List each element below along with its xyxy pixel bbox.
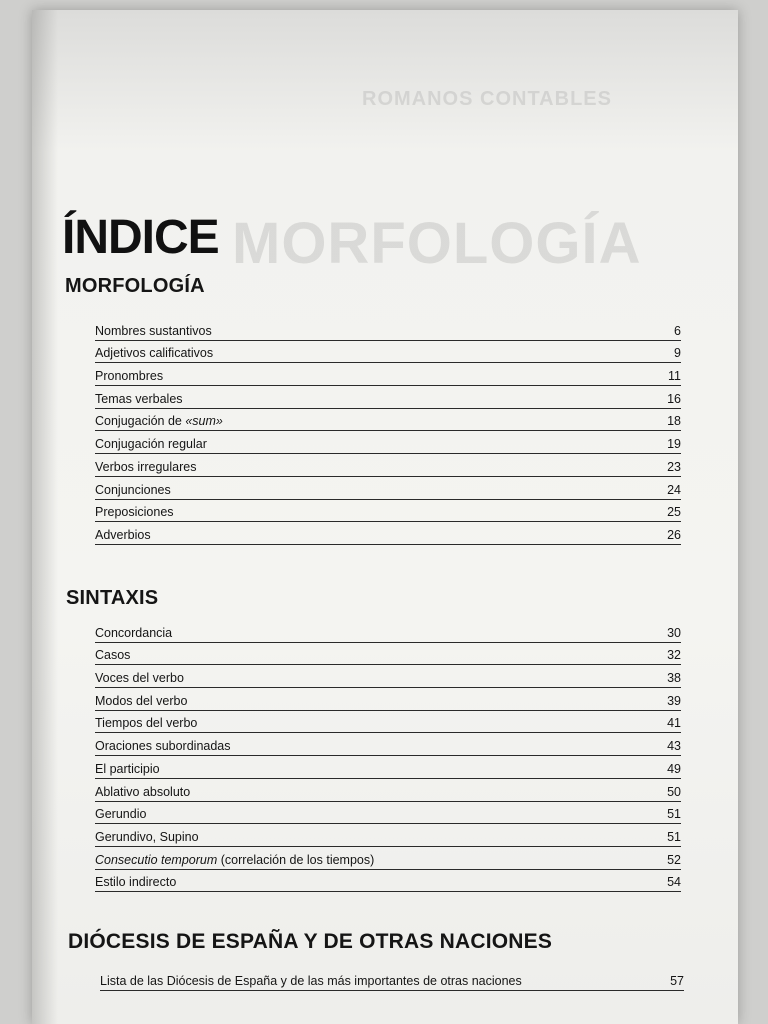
- section-heading-morfologia: MORFOLOGÍA: [65, 275, 205, 297]
- toc-entry[interactable]: [95, 665, 681, 688]
- toc-entry-label: Oraciones subordinadas: [95, 739, 231, 754]
- sintaxis-entries: [95, 620, 681, 892]
- section-heading-sintaxis: SINTAXIS: [66, 587, 159, 609]
- toc-entry-label-italic: Consecutio temporum: [95, 852, 218, 867]
- toc-entry-label: Nombres sustantivos: [95, 323, 212, 338]
- toc-entry-label: Gerundio: [95, 807, 147, 822]
- toc-entry[interactable]: [95, 756, 681, 779]
- toc-entry[interactable]: [100, 968, 684, 991]
- toc-entry[interactable]: [95, 522, 681, 545]
- toc-entry[interactable]: [95, 802, 681, 825]
- index-title: ÍNDICE: [62, 211, 219, 264]
- toc-entry-label-prefix: Conjugación de: [95, 414, 186, 429]
- bleed-through-header: ROMANOS CONTABLES: [362, 88, 612, 110]
- toc-entry-page-number: 49: [667, 761, 681, 776]
- toc-entry[interactable]: [95, 318, 681, 341]
- toc-entry-label: El participio: [95, 761, 160, 776]
- toc-entry-label: Voces del verbo: [95, 671, 184, 686]
- toc-entry-page-number: 50: [667, 784, 681, 799]
- toc-entry[interactable]: [95, 688, 681, 711]
- toc-entry-label: Estilo indirecto: [95, 875, 177, 890]
- toc-entry-page-number: 23: [667, 459, 681, 474]
- toc-entry-page-number: 54: [667, 875, 681, 890]
- toc-entry-label: Temas verbales: [95, 391, 183, 406]
- toc-entry-label: [95, 414, 223, 428]
- toc-entry-label: Pronombres: [95, 369, 164, 384]
- bleed-through-heading: MORFOLOGÍA: [232, 211, 642, 276]
- toc-entry[interactable]: [95, 363, 681, 386]
- toc-entry-page-number: 26: [667, 527, 681, 542]
- toc-entry-page-number: 52: [667, 852, 681, 867]
- toc-entry-label: Casos: [95, 648, 131, 663]
- toc-entry[interactable]: [95, 386, 681, 409]
- toc-entry[interactable]: [95, 847, 681, 870]
- toc-entry-page-number: 39: [667, 693, 681, 708]
- toc-entry-label: Modos del verbo: [95, 693, 188, 708]
- toc-entry[interactable]: [95, 870, 681, 893]
- toc-entry-page-number: 9: [674, 346, 681, 361]
- toc-entry-label: Tiempos del verbo: [95, 716, 198, 731]
- book-page: [32, 10, 738, 1024]
- toc-entry[interactable]: [95, 500, 681, 523]
- toc-entry-label: Adverbios: [95, 527, 151, 542]
- toc-entry-page-number: 41: [667, 716, 681, 731]
- toc-entry-label-italic: «sum»: [185, 414, 223, 429]
- toc-entry-page-number: 6: [674, 323, 681, 338]
- toc-entry-page-number: 32: [667, 648, 681, 663]
- toc-entry-label: Ablativo absoluto: [95, 784, 191, 799]
- toc-entry[interactable]: [95, 779, 681, 802]
- toc-entry-label: [95, 853, 374, 867]
- toc-entry-page-number: 51: [667, 807, 681, 822]
- toc-entry-page-number: 30: [667, 625, 681, 640]
- toc-entry-page-number: 43: [667, 739, 681, 754]
- toc-entry-page-number: 51: [667, 829, 681, 844]
- toc-entry-label: Gerundivo, Supino: [95, 829, 199, 844]
- toc-entry-label: Preposiciones: [95, 505, 174, 520]
- toc-entry-page-number: 18: [667, 414, 681, 429]
- toc-entry-label-suffix: (correlación de los tiempos): [217, 852, 375, 867]
- toc-entry[interactable]: [95, 431, 681, 454]
- section-heading-diocesis: DIÓCESIS DE ESPAÑA Y DE OTRAS NACIONES: [68, 930, 553, 953]
- diocesis-entries: [100, 968, 684, 991]
- toc-entry-page-number: 38: [667, 671, 681, 686]
- toc-entry[interactable]: [95, 711, 681, 734]
- toc-entry[interactable]: [95, 341, 681, 364]
- toc-entry-label: Conjugación regular: [95, 437, 207, 452]
- toc-entry[interactable]: [95, 620, 681, 643]
- toc-entry[interactable]: [95, 824, 681, 847]
- toc-entry-page-number: 11: [668, 369, 681, 384]
- morfologia-entries: [95, 318, 681, 545]
- toc-entry-label: Adjetivos calificativos: [95, 346, 214, 361]
- toc-entry[interactable]: [95, 409, 681, 432]
- toc-entry-label: Concordancia: [95, 625, 173, 640]
- toc-entry-page-number: 57: [670, 973, 684, 988]
- toc-entry-page-number: 25: [667, 505, 681, 520]
- toc-entry-label: Lista de las Diócesis de España y de las más importantes de otras naciones: [100, 973, 522, 988]
- toc-entry[interactable]: [95, 477, 681, 500]
- toc-entry[interactable]: [95, 643, 681, 666]
- toc-entry[interactable]: [95, 454, 681, 477]
- toc-entry-label: Conjunciones: [95, 482, 171, 497]
- toc-entry-label: Verbos irregulares: [95, 459, 197, 474]
- toc-entry[interactable]: [95, 733, 681, 756]
- toc-entry-page-number: 16: [667, 391, 681, 406]
- toc-entry-page-number: 24: [667, 482, 681, 497]
- toc-entry-page-number: 19: [667, 437, 681, 452]
